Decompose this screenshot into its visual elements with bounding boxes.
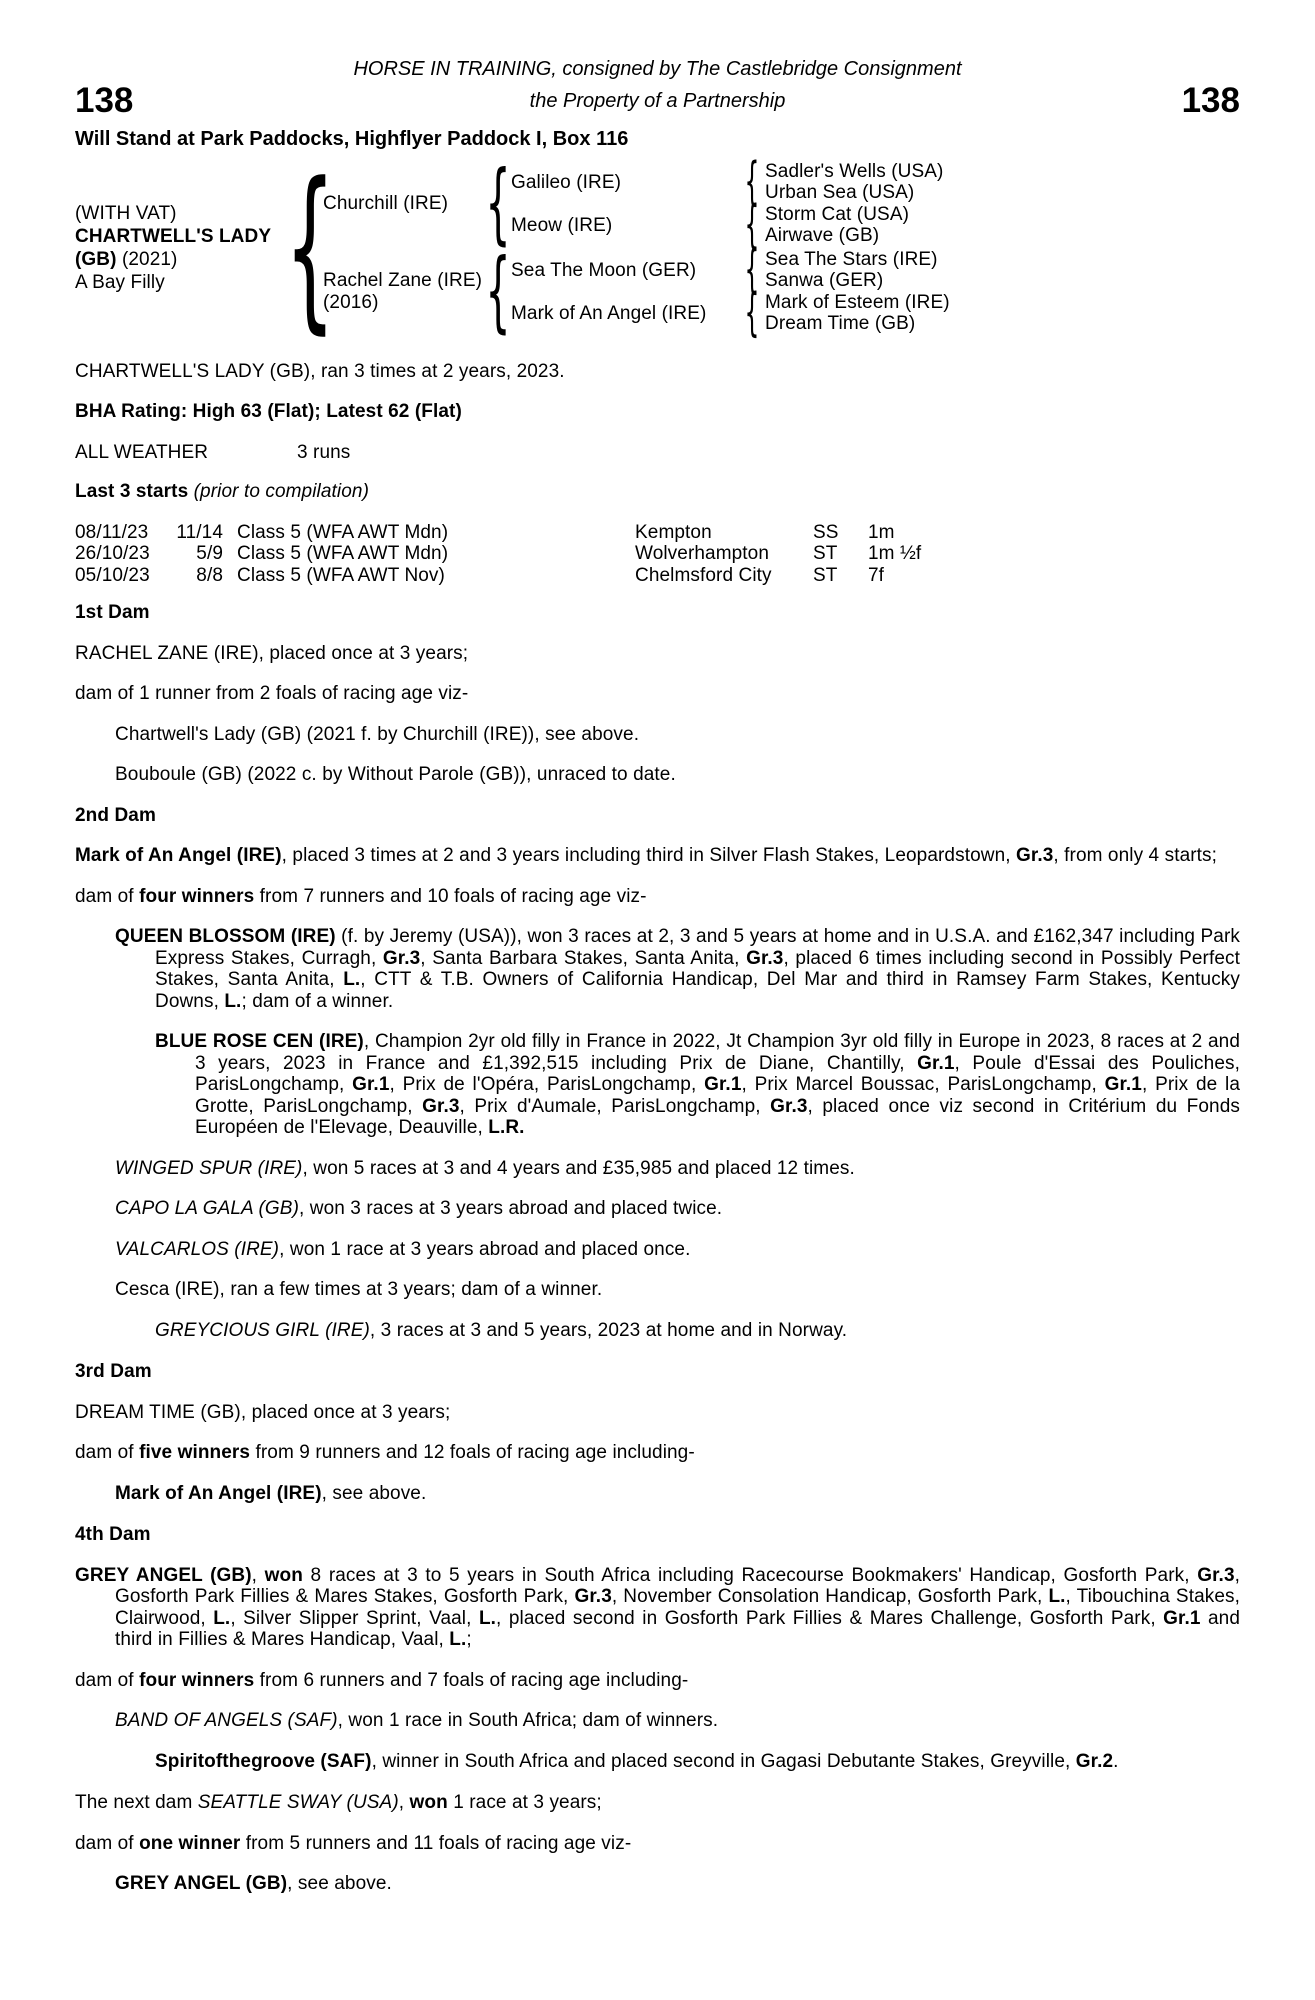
start-race: Class 5 (WFA AWT Nov) (237, 564, 445, 586)
dam-name: Rachel Zane (IRE) (323, 270, 483, 292)
start-going: SS (813, 521, 839, 543)
dam4-heading: 4th Dam (75, 1524, 151, 1546)
dam-sire-sire-name: Sea The Stars (IRE) (765, 248, 938, 270)
lot-number-left: 138 (75, 81, 134, 120)
dam-sire-branch (511, 239, 950, 300)
start-distance: 1m ½f (868, 543, 922, 565)
paragraph-mark-of-an-angel: Mark of An Angel (IRE), placed 3 times at 2 and 3 years including third in Silver Flash Stakes, Leopardstown, Gr.3, from only 4 starts; (75, 845, 1218, 867)
paragraph-band-of-angels: BAND OF ANGELS (SAF), won 1 race in South Africa; dam of winners. (115, 1710, 719, 1732)
surface-record-row (75, 442, 1240, 464)
start-race: Class 5 (WFA AWT Mdn) (237, 521, 449, 543)
horse-identity (75, 202, 297, 294)
sire-sire-branch (511, 151, 944, 212)
start-position: 5/9 (196, 543, 223, 565)
sire-brace: { (485, 151, 511, 255)
dam-name-block (323, 270, 485, 313)
paragraph-dream-time: DREAM TIME (GB), placed once at 3 years; (75, 1401, 451, 1423)
paragraph-greycious-girl: GREYCIOUS GIRL (IRE), 3 races at 3 and 5 years, 2023 at home and in Norway. (155, 1319, 848, 1341)
dam-branch (323, 239, 950, 343)
dam-sire-brace: { (744, 239, 760, 300)
sire-parents-column (511, 151, 944, 255)
paragraph-chartwells-lady: Chartwell's Lady (GB) (2021 f. by Churchill (IRE)), see above. (115, 723, 640, 745)
dam-dam-sire-name: Mark of Esteem (IRE) (765, 291, 950, 313)
dam-dam-name: Mark of An Angel (IRE) (511, 302, 707, 324)
paragraph-rachel-zane-produce: dam of 1 runner from 2 foals of racing age viz- (75, 683, 469, 705)
sire-dam-dam-name: Airwave (GB) (765, 225, 880, 247)
dam3-heading: 3rd Dam (75, 1361, 152, 1383)
dam2-heading: 2nd Dam (75, 804, 156, 826)
sire-name: Churchill (IRE) (323, 193, 449, 214)
paragraph-rachel-zane: RACHEL ZANE (IRE), placed once at 3 years; (75, 642, 469, 664)
stand-location-line: Will Stand at Park Paddocks, Highflyer Paddock I, Box 116 (75, 127, 629, 150)
paragraph-bouboule: Bouboule (GB) (2022 c. by Without Parole (GB)), unraced to date. (115, 764, 676, 786)
paragraph-cesca: Cesca (IRE), ran a few times at 3 years; dam of a winner. (115, 1279, 603, 1301)
sire-dam-brace: { (744, 194, 760, 255)
dam-sire-parents (765, 249, 938, 292)
lot-number-right: 138 (1181, 81, 1240, 120)
surface-label: ALL WEATHER (75, 441, 209, 463)
race-summary: CHARTWELL'S LADY (GB), ran 3 times at 2 years, 2023. (75, 360, 565, 382)
sire-sire-name: Galileo (IRE) (511, 171, 622, 193)
horse-name: CHARTWELL'S LADY (GB) (2021) (75, 225, 271, 270)
dam-year: (2016) (323, 291, 379, 313)
paragraph-capo-la-gala: CAPO LA GALA (GB), won 3 races at 3 years abroad and placed twice. (115, 1198, 723, 1220)
paragraph-winged-spur: WINGED SPUR (IRE), won 5 races at 3 and 4 years and £35,985 and placed 12 times. (115, 1157, 855, 1179)
horse-colour-sex: A Bay Filly (75, 271, 165, 293)
sire-branch (323, 151, 950, 255)
sire-sire-brace: { (744, 151, 760, 212)
paragraph-mark-produce: dam of four winners from 7 runners and 10 foals of racing age viz- (75, 885, 647, 907)
paragraph-seattle-sway-produce: dam of one winner from 5 runners and 11 foals of racing age viz- (75, 1832, 632, 1854)
start-course: Kempton (635, 521, 712, 543)
dam1-heading: 1st Dam (75, 602, 150, 624)
sire-dam-sire-name: Storm Cat (USA) (765, 203, 910, 225)
pedigree-main-brace: { (284, 145, 336, 351)
paragraph-grey-angel-produce: dam of four winners from 6 runners and 7 foals of racing age including- (75, 1669, 689, 1691)
start-course: Wolverhampton (635, 543, 770, 565)
start-distance: 7f (868, 564, 885, 586)
consignment-line: HORSE IN TRAINING, consigned by The Castlebridge Consignment (353, 58, 962, 80)
paragraph-spiritofthegroove: Spiritofthegroove (SAF), winner in South Africa and placed second in Gagasi Debutante Stakes, Greyville, Gr.2. (155, 1750, 1119, 1772)
start-row (75, 565, 1240, 587)
lot-row (75, 83, 1240, 120)
start-date: 08/11/23 (75, 521, 149, 543)
surface-runs: 3 runs (297, 441, 351, 463)
vat-note: (WITH VAT) (75, 202, 177, 224)
start-position: 11/14 (176, 521, 223, 543)
dam-dam-branch (511, 282, 950, 343)
property-line: the Property of a Partnership (529, 89, 786, 112)
start-distance: 1m (868, 521, 895, 543)
paragraph-valcarlos: VALCARLOS (IRE), won 1 race at 3 years abroad and placed once. (115, 1238, 691, 1260)
dam-dam-brace: { (744, 282, 760, 343)
paragraph-queen-blossom: QUEEN BLOSSOM (IRE) (f. by Jeremy (USA)), won 3 races at 2, 3 and 5 years at home and in U.S.A. and £162,347 including Park Express Stakes, Curragh, Gr.3, Santa Barbara Stakes, Santa Anita, Gr.3, placed 6 times including second in Possibly Perfect Stakes, Santa Anita, L., CTT & T.B. Owners of California Handicap, Del Mar and third in Ramsey Farm Stakes, Kentucky Downs, L.; dam of a winner. (115, 926, 1240, 1012)
sire-dam-parents (765, 204, 909, 247)
dam-dam-parents (765, 292, 950, 335)
dam-sire-name: Sea The Moon (GER) (511, 259, 697, 281)
start-row (75, 543, 1240, 565)
pedigree-table (75, 145, 1240, 351)
start-going: ST (813, 564, 838, 586)
bha-rating: BHA Rating: High 63 (Flat); Latest 62 (Flat) (75, 401, 462, 423)
sire-sire-sire-name: Sadler's Wells (USA) (765, 160, 944, 182)
dam-sire-dam-name: Sanwa (GER) (765, 270, 884, 292)
sire-dam-branch (511, 194, 943, 255)
last-starts-heading: Last 3 starts (prior to compilation) (75, 481, 369, 503)
sire-sire-dam-name: Urban Sea (USA) (765, 182, 915, 204)
start-date: 26/10/23 (75, 543, 150, 565)
start-going: ST (813, 543, 838, 565)
dam-parents-column (511, 239, 950, 343)
paragraph-blue-rose-cen: BLUE ROSE CEN (IRE), Champion 2yr old filly in France in 2022, Jt Champion 3yr old filly in Europe in 2023, 8 races at 2 and 3 years, 2023 in France and £1,392,515 including Prix de Diane, Chantilly, Gr.1, Poule d'Essai des Pouliches, ParisLongchamp, Gr.1, Prix de l'Opéra, ParisLongchamp, Gr.1, Prix Marcel Boussac, ParisLongchamp, Gr.1, Prix de la Grotte, ParisLongchamp, Gr.3, Prix d'Aumale, ParisLongchamp, Gr.3, placed once viz second in Critérium du Fonds Européen de l'Elevage, Deauville, L.R. (155, 1031, 1240, 1139)
pedigree-gen1-column (323, 151, 950, 343)
start-race: Class 5 (WFA AWT Mdn) (237, 543, 449, 565)
sire-sire-parents (765, 161, 943, 204)
paragraph-grey-angel: GREY ANGEL (GB), won 8 races at 3 to 5 years in South Africa including Racecourse Bookmakers' Handicap, Gosforth Park, Gr.3, Gosforth Park Fillies & Mares Stakes, Gosforth Park, Gr.3, November Consolation Handicap, Gosforth Park, L., Tibouchina Stakes, Clairwood, L., Silver Slipper Sprint, Vaal, L., placed second in Gosforth Park Fillies & Mares Challenge, Gosforth Park, Gr.1 and third in Fillies & Mares Handicap, Vaal, L.; (75, 1564, 1241, 1651)
start-row (75, 522, 1240, 544)
start-position: 8/8 (196, 564, 223, 586)
paragraph-dream-time-produce: dam of five winners from 9 runners and 12 foals of racing age including- (75, 1442, 695, 1464)
start-course: Chelmsford City (635, 564, 772, 586)
start-date: 05/10/23 (75, 564, 150, 586)
paragraph-grey-angel-see-above: GREY ANGEL (GB), see above. (115, 1873, 392, 1895)
sire-dam-name: Meow (IRE) (511, 214, 613, 236)
paragraph-seattle-sway: The next dam SEATTLE SWAY (USA), won 1 race at 3 years; (75, 1792, 602, 1814)
dam-brace: { (485, 239, 511, 343)
dam-dam-dam-name: Dream Time (GB) (765, 313, 916, 335)
paragraph-mark-see-above: Mark of An Angel (IRE), see above. (115, 1482, 427, 1504)
